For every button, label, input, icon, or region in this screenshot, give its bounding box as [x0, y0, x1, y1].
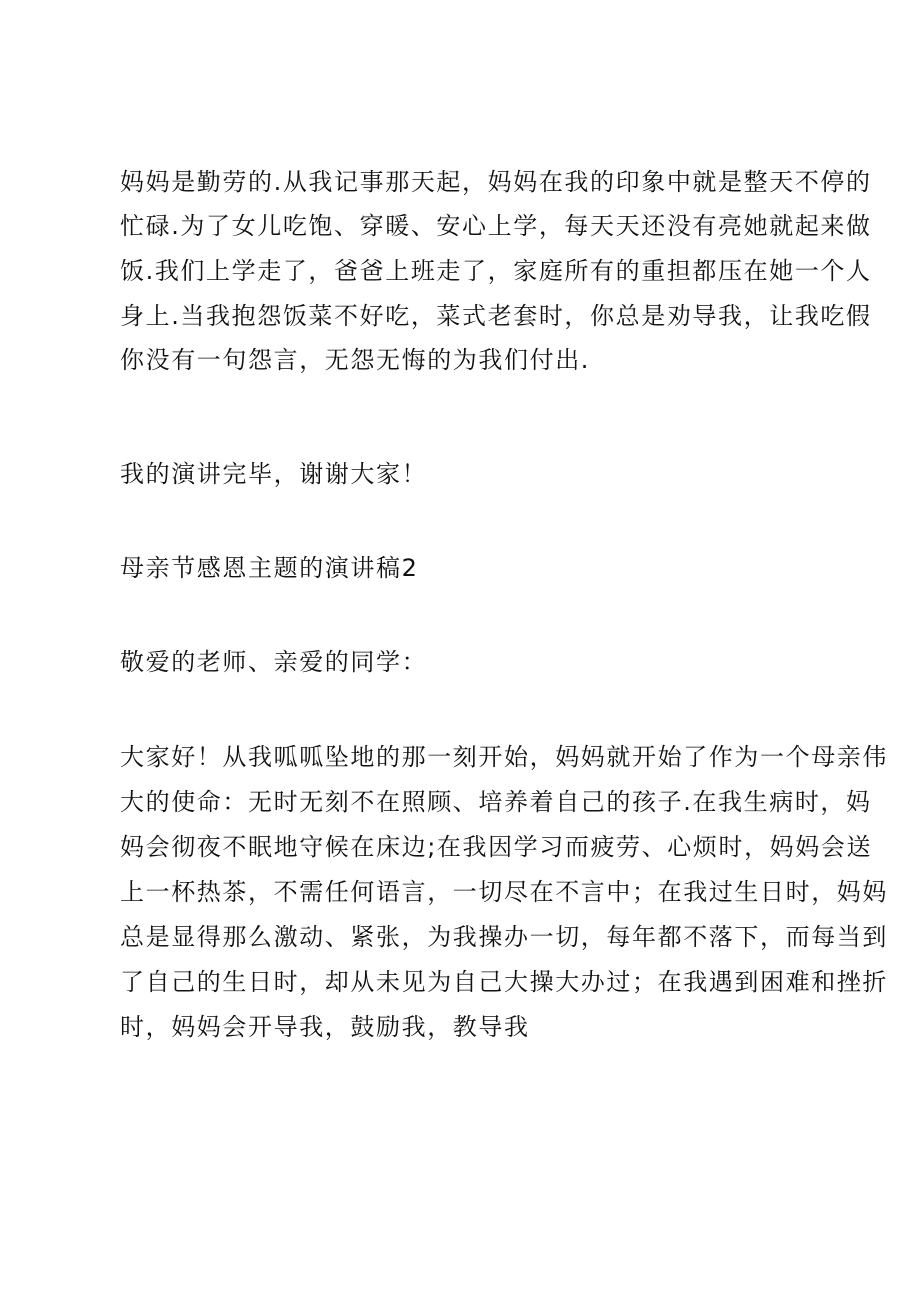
closing-line: 我的演讲完毕，谢谢大家！ [120, 460, 428, 488]
salutation: 敬爱的老师、亲爱的同学： [120, 648, 428, 676]
paragraph-2-line-1: 大家好！从我呱呱坠地的那一刻开始，妈妈就开始了作为一个母亲伟 [120, 743, 888, 771]
paragraph-1-line-5: 你没有一句怨言，无怨无悔的为我们付出. [120, 346, 591, 374]
paragraph-1-line-4: 身上.当我抱怨饭菜不好吃，菜式老套时，你总是劝导我，让我吃假 [120, 302, 872, 330]
paragraph-1-line-2: 忙碌.为了女儿吃饱、穿暖、安心上学，每天天还没有亮她就起来做 [120, 212, 872, 240]
paragraph-1-line-1: 妈妈是勤劳的.从我记事那天起，妈妈在我的印象中就是整天不停的 [120, 168, 872, 196]
section-title: 母亲节感恩主题的演讲稿2 [120, 554, 419, 582]
paragraph-2-line-3: 妈会彻夜不眠地守候在床边;在我因学习而疲劳、心烦时，妈妈会送 [120, 833, 873, 861]
paragraph-2-line-2: 大的使命：无时无刻不在照顾、培养着自己的孩子.在我生病时，妈 [120, 788, 872, 816]
paragraph-2-line-4: 上一杯热茶，不需任何语言，一切尽在不言中；在我过生日时，妈妈 [120, 878, 888, 906]
paragraph-2-line-6: 了自己的生日时，却从未见为自己大操大办过；在我遇到困难和挫折 [120, 968, 888, 996]
paragraph-2-line-5: 总是显得那么激动、紧张，为我操办一切，每年都不落下，而每当到 [120, 923, 888, 951]
paragraph-2-line-7: 时，妈妈会开导我，鼓励我，教导我 [120, 1013, 530, 1041]
paragraph-1-line-3: 饭.我们上学走了，爸爸上班走了，家庭所有的重担都压在她一个人 [120, 257, 872, 285]
